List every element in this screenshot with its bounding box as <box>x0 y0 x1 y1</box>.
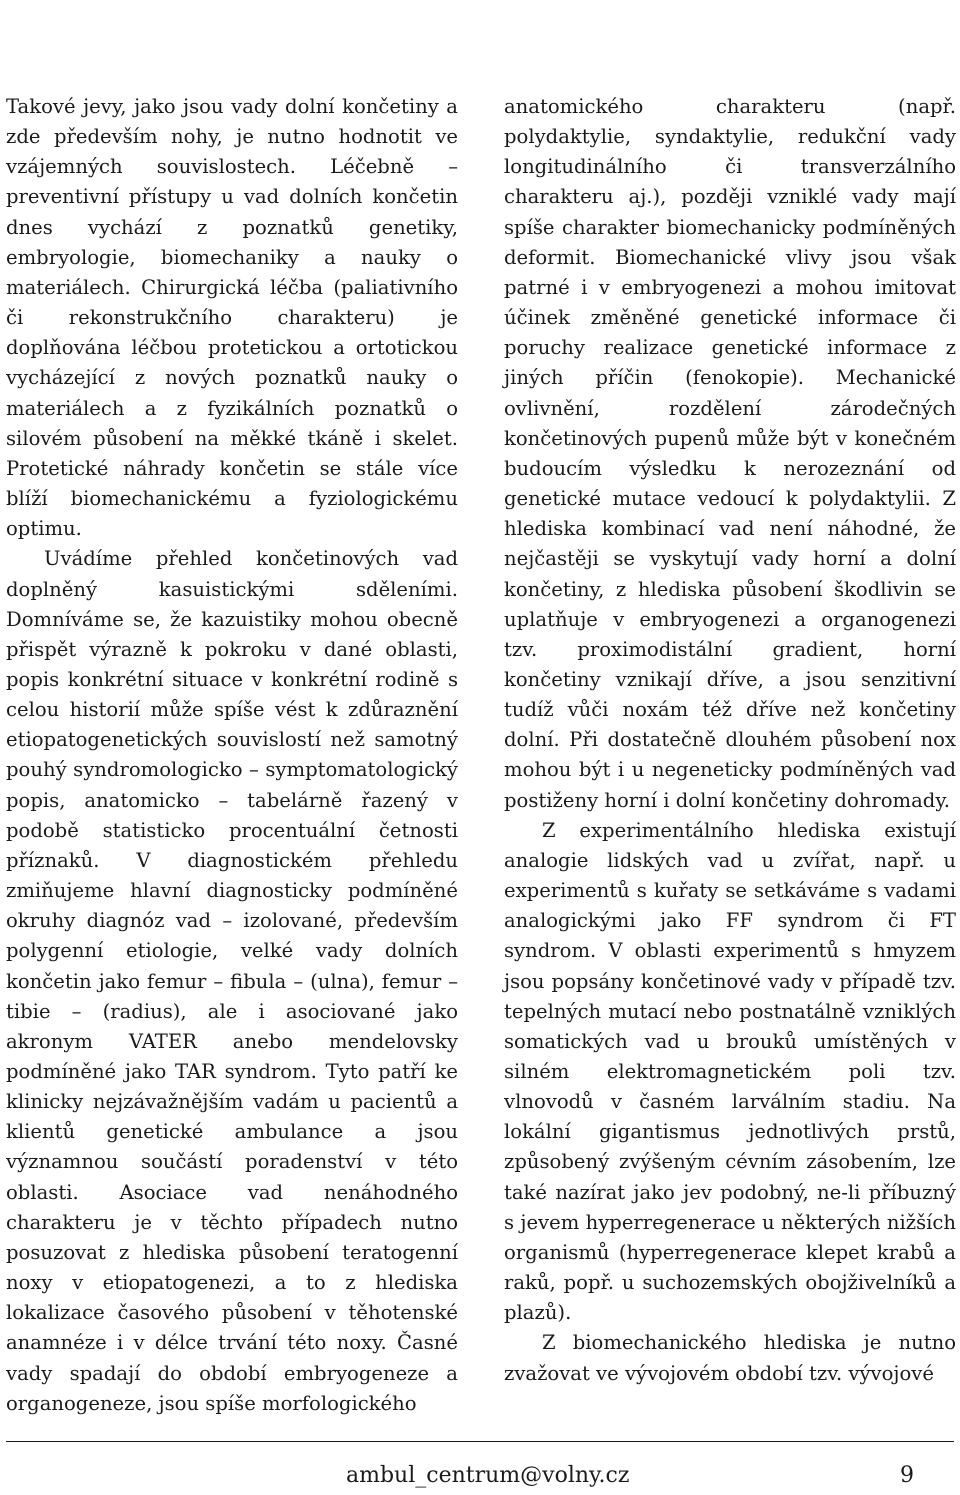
left-column <box>6 92 458 1419</box>
footer-email: ambul_centrum@volny.cz <box>346 1463 630 1488</box>
paragraph: Uvádíme přehled končetinových vad doplněný kasuistickými sděleními. Domníváme se, že kazuistiky mohou obecně přispět výrazně k pokroku v dané oblasti, popis konkrétní situace v konkrétní rodině s celou historií může spíše vést k zdůraznění etiopatogenetických souvislostí než samotný pouhý syndromologicko – symptomatologický popis, anatomicko – tabelárně řazený v podobě statisticko procentuální četnosti příznaků. V diagnostickém přehledu zmiňujeme hlavní diagnosticky podmíněné okruhy diagnóz vad – izolované, především polygenní etiologie, velké vady dolních končetin jako femur – fibula – (ulna), femur – tibie – (radius), ale i asociované jako akronym VATER anebo mendelovsky podmíněné jako TAR syndrom. Tyto patří ke klinicky nejzávažnějším vadám u pacientů a klientů genetické ambulance a jsou významnou součástí poradenství v této oblasti. Asociace vad nenáhodného charakteru je v těchto případech nutno posuzovat z hlediska působení teratogenní noxy v etiopatogenezi, a to z hlediska lokalizace časového působení v těhotenské anamnéze i v délce trvání této noxy. Časné vady spadají do období embryogeneze a organogeneze, jsou spíše morfologického <box>6 547 458 1415</box>
right-column <box>504 92 956 1389</box>
paragraph: anatomického charakteru (např. polydaktylie, syndaktylie, redukční vady longitudinálního či transverzálního charakteru aj.), později vzniklé vady mají spíše charakter biomechanicky podmíněných deformit. Biomechanické vlivy jsou však patrné i v embryogenezi a mohou imitovat účinek změněné genetické informace či poruchy realizace genetické informace z jiných příčin (fenokopie). Mechanické ovlivnění, rozdělení zárodečných končetinových pupenů může být v konečném budoucím výsledku k nerozeznání od genetické mutace vedoucí k polydaktylii. Z hlediska kombinací vad není náhodné, že nejčastěji se vyskytují vady horní a dolní končetiny, z hlediska působení škodlivin se uplatňuje v embryogenezi a organogenezi tzv. proximodistální gradient, horní končetiny vznikají dříve, a jsou senzitivní tudíž vůči noxám též dříve než končetiny dolní. Při dostatečně dlouhém působení nox mohou být i u negeneticky podmíněných vad postiženy horní i dolní končetiny dohromady. <box>504 95 956 812</box>
paragraph: Z biomechanického hlediska je nutno zvažovat ve vývojovém období tzv. vývojové <box>504 1331 956 1385</box>
footer-divider <box>6 1441 954 1442</box>
paragraph: Takové jevy, jako jsou vady dolní končetiny a zde především nohy, je nutno hodnotit ve vzájemných souvislostech. Léčebně – preventivní přístupy u vad dolních končetin dnes vychází z poznatků genetiky, embryologie, biomechaniky a nauky o materiálech. Chirurgická léčba (paliativního či rekonstrukčního charakteru) je doplňována léčbou protetickou a ortotickou vycházející z nových poznatků nauky o materiálech a z fyzikálních poznatků o silovém působení na měkké tkáně i skelet. Protetické náhrady končetin se stále více blíží biomechanickému a fyziologickému optimu. <box>6 95 458 541</box>
page-number: 9 <box>900 1463 914 1488</box>
paragraph: Z experimentálního hlediska existují analogie lidských vad u zvířat, např. u experimentů s kuřaty se setkáváme s vadami analogickými jako FF syndrom či FT syndrom. V oblasti experimentů s hmyzem jsou popsány končetinové vady v případě tzv. tepelných mutací nebo postnatálně vzniklých somatických vad u brouků umístěných v silném elektromagnetickém poli tzv. vlnovodů v časném larválním stadiu. Na lokální gigantismus jednotlivých prstů, způsobený zvýšeným cévním zásobením, lze také nazírat jako jev podobný, ne-li příbuzný s jevem hyperregenerace u některých nižších organismů (hyperregenerace klepet krabů a raků, popř. u suchozemských obojživelníků a plazů). <box>504 818 956 1325</box>
